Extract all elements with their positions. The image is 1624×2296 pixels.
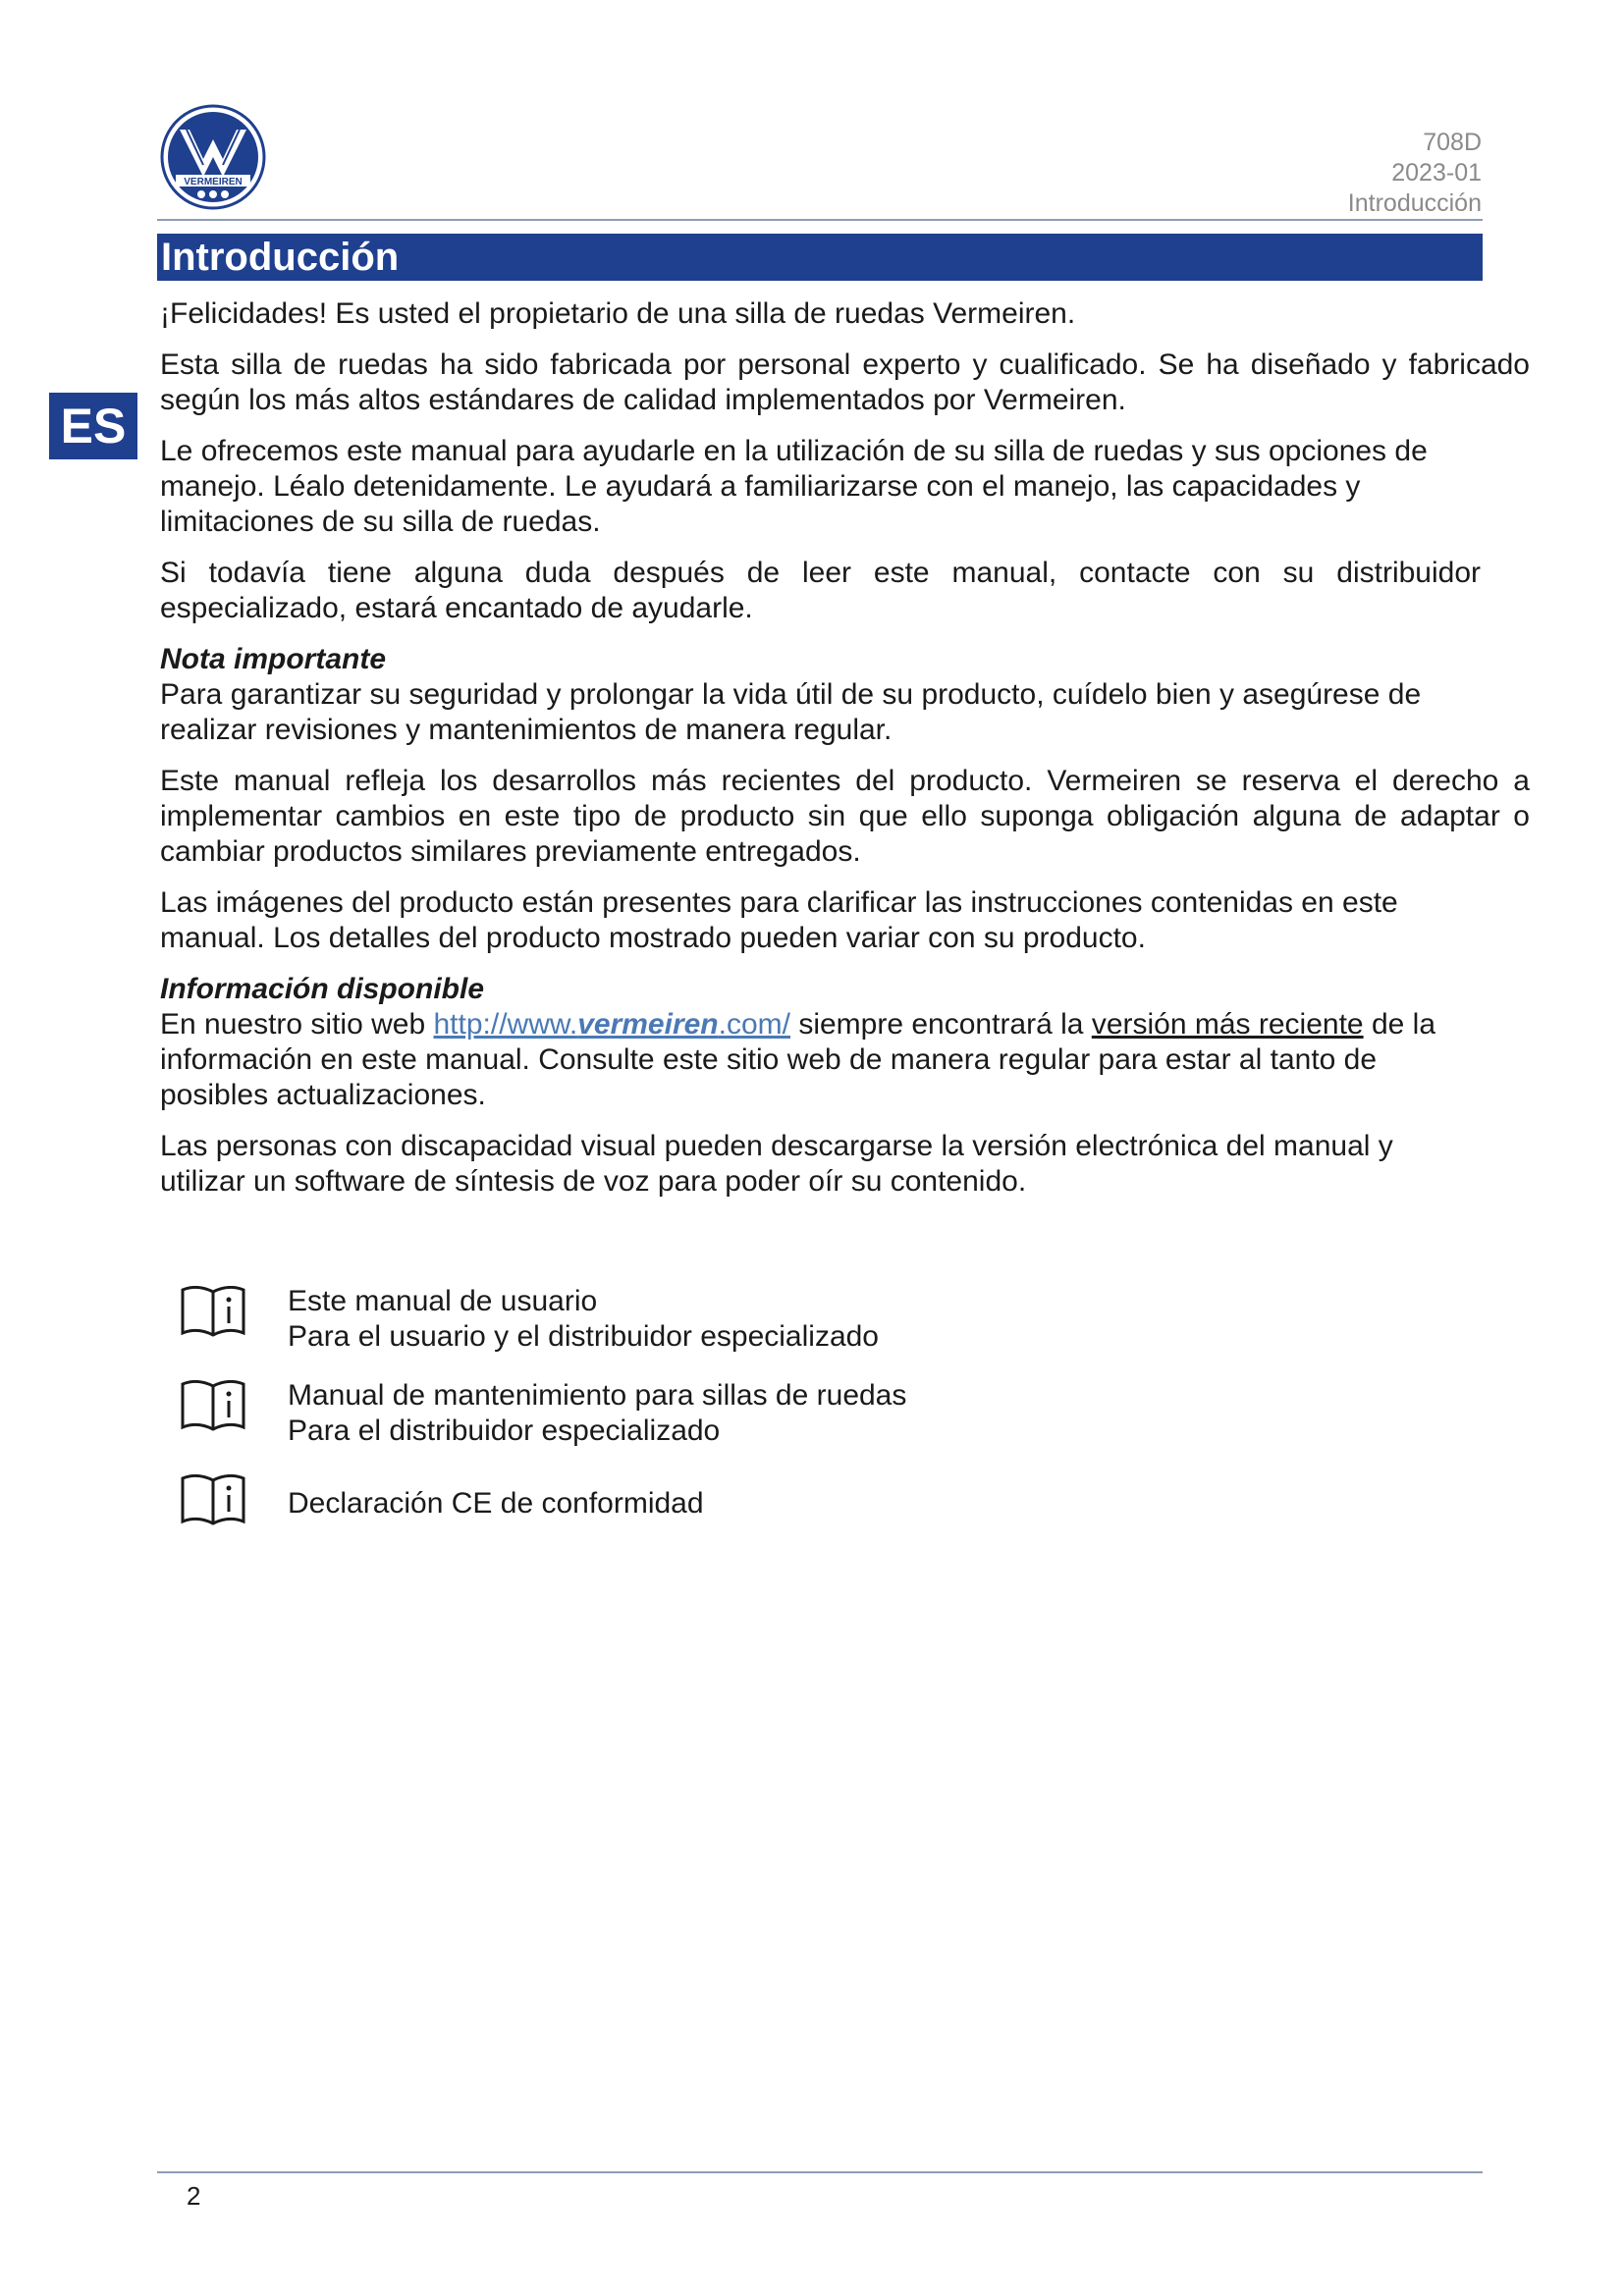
footer-divider: [157, 2171, 1483, 2173]
document-title: Este manual de usuario: [288, 1285, 598, 1317]
document-title: Declaración CE de conformidad: [288, 1487, 704, 1520]
intro-paragraph-1: ¡Felicidades! Es usted el propietario de una silla de ruedas Vermeiren.: [160, 297, 1076, 330]
info-manual-icon: [180, 1380, 246, 1433]
main-content: [160, 296, 1530, 1215]
vermeiren-website-link[interactable]: [433, 1008, 790, 1041]
available-text-before: En nuestro sitio web: [160, 1008, 434, 1041]
info-manual-icon: [180, 1474, 246, 1527]
available-text-middle: siempre encontrará la: [790, 1008, 1092, 1041]
vermeiren-logo: [160, 104, 266, 210]
language-badge: ES: [49, 393, 137, 459]
header-meta: [1348, 128, 1482, 219]
important-paragraph-1: Para garantizar su seguridad y prolongar la vida útil de su producto, cuídelo bien y asegúrese de realizar revisiones y mantenimientos de manera regular.: [160, 678, 1422, 746]
page-number: 2: [187, 2181, 201, 2211]
logo-wordmark: VERMEIREN: [184, 177, 243, 187]
document-audience: Para el distribuidor especializado: [288, 1415, 721, 1447]
document-audience: Para el usuario y el distribuidor especializado: [288, 1320, 879, 1353]
latest-version-text: versión más reciente: [1091, 1008, 1364, 1041]
available-paragraph-2: Las personas con discapacidad visual pueden descargarse la versión electrónica del manual y utilizar un software de síntesis de voz para poder oír su contenido.: [160, 1130, 1393, 1198]
link-prefix: http://www.: [433, 1008, 578, 1041]
important-paragraph-3: Las imágenes del producto están presentes para clarificar las instrucciones contenidas en este manual. Los detalles del producto mostrado pueden variar con su producto.: [160, 886, 1398, 954]
intro-paragraph-4: Si todavía tiene alguna duda después de leer este manual, contacte con su distribuidor especializado, estará encantado de ayudarle.: [160, 557, 1481, 624]
link-brand: vermeiren: [577, 1008, 719, 1041]
intro-paragraph-3: Le ofrecemos este manual para ayudarle en la utilización de su silla de ruedas y sus opciones de manejo. Léalo detenidamente. Le ayudará a familiarizarse con el manejo, las capacidades y limitaciones de su silla de ruedas.: [160, 435, 1428, 538]
header-divider: [157, 219, 1483, 221]
intro-paragraph-2: Esta silla de ruedas ha sido fabricada por personal experto y cualificado. Se ha diseñado y fabricado según los más altos estándares de calidad implementados por Vermeiren.: [160, 348, 1530, 416]
model-code: 708D: [1423, 129, 1482, 156]
important-heading: Nota importante: [160, 643, 387, 675]
link-suffix: .com/: [718, 1008, 790, 1041]
page-title: Introducción: [157, 234, 1483, 281]
available-paragraph-1: [160, 1007, 1486, 1113]
available-heading: Información disponible: [160, 973, 485, 1005]
section-name: Introducción: [1347, 189, 1482, 217]
edition-date: 2023-01: [1391, 159, 1482, 187]
info-manual-icon: [180, 1286, 246, 1339]
important-paragraph-2: Este manual refleja los desarrollos más recientes del producto. Vermeiren se reserva el derecho a implementar cambios en este tipo de producto sin que ello suponga obligación alguna de adaptar o cambiar productos similares previamente entregados.: [160, 765, 1530, 868]
document-title: Manual de mantenimiento para sillas de ruedas: [288, 1379, 907, 1412]
available-text-after: de la información en este manual. Consulte este sitio web de manera regular para estar al tanto de posibles actualizaciones.: [160, 1008, 1435, 1111]
